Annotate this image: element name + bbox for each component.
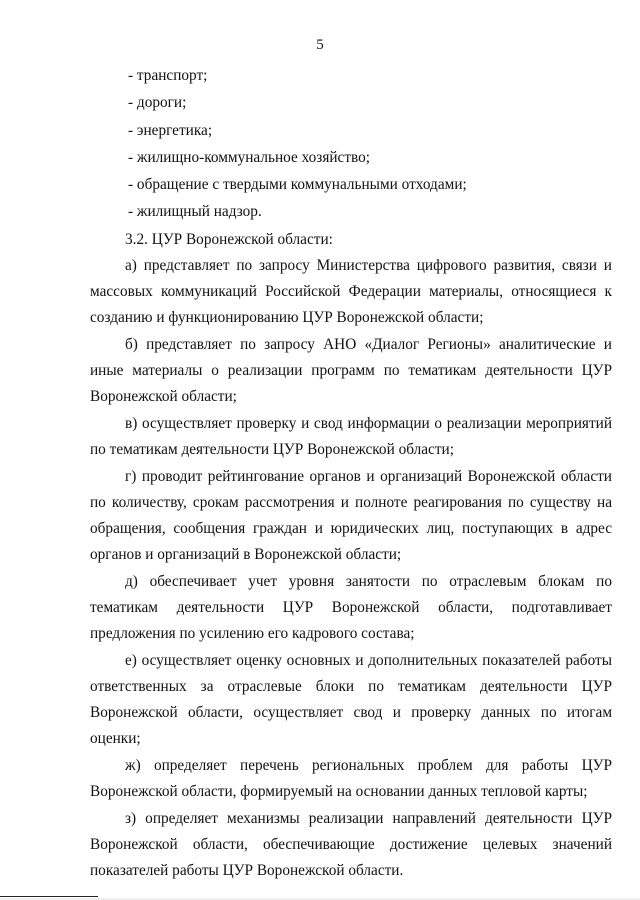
scan-footer-rule (0, 896, 98, 897)
paragraph-zh: ж) определяет перечень региональных проблем для работы ЦУР Воронежской области, формируемый на основании данных тепловой карты; (90, 757, 612, 801)
paragraph-a: а) представляет по запросу Министерства цифрового развития, связи и массовых коммуникаций Российской Федерации материалы, относящиеся к созданию и функционированию ЦУР Воронежской области; (90, 257, 612, 327)
paragraph-d: д) обеспечивает учет уровня занятости по отраслевым блокам по тематикам деятельности ЦУР Воронежской области, подготавливает предложения по усилению его кадрового состава; (90, 573, 612, 643)
document-body (90, 62, 612, 885)
paragraph-e: е) осуществляет оценку основных и дополнительных показателей работы ответственных за отраслевые блоки по тематикам деятельности ЦУР Воронежской области, осуществляет свод и проверку данных по итогам оценки; (90, 652, 612, 748)
list-item: - дороги; (128, 94, 187, 112)
list-item: - транспорт; (128, 67, 208, 84)
paragraph-g: г) проводит рейтингование органов и организаций Воронежской области по количеству, срокам рассмотрения и полноте реагирования по существу на обращения, сообщения граждан и юридических лиц, поступающих в адрес органов и организаций в Воронежской области; (90, 468, 612, 564)
paragraph-v: в) осуществляет проверку и свод информации о реализации мероприятий по тематикам деятельности ЦУР Воронежской области; (90, 415, 612, 459)
page-number: 5 (316, 37, 324, 53)
list-item: - обращение с твердыми коммунальными отходами; (128, 176, 467, 194)
paragraph-b: б) представляет по запросу АНО «Диалог Регионы» аналитические и иные материалы о реализации программ по тематикам деятельности ЦУР Воронежской области; (90, 336, 612, 406)
list-item: - жилищный надзор. (128, 203, 262, 221)
section-heading: 3.2. ЦУР Воронежской области: (125, 230, 333, 248)
paragraph-z: з) определяет механизмы реализации направлений деятельности ЦУР Воронежской области, обеспечивающие достижение целевых значений показателей работы ЦУР Воронежской области. (90, 810, 612, 880)
list-item: - энергетика; (128, 121, 213, 139)
list-item: - жилищно-коммунальное хозяйство; (128, 148, 371, 166)
topic-list (90, 62, 612, 226)
